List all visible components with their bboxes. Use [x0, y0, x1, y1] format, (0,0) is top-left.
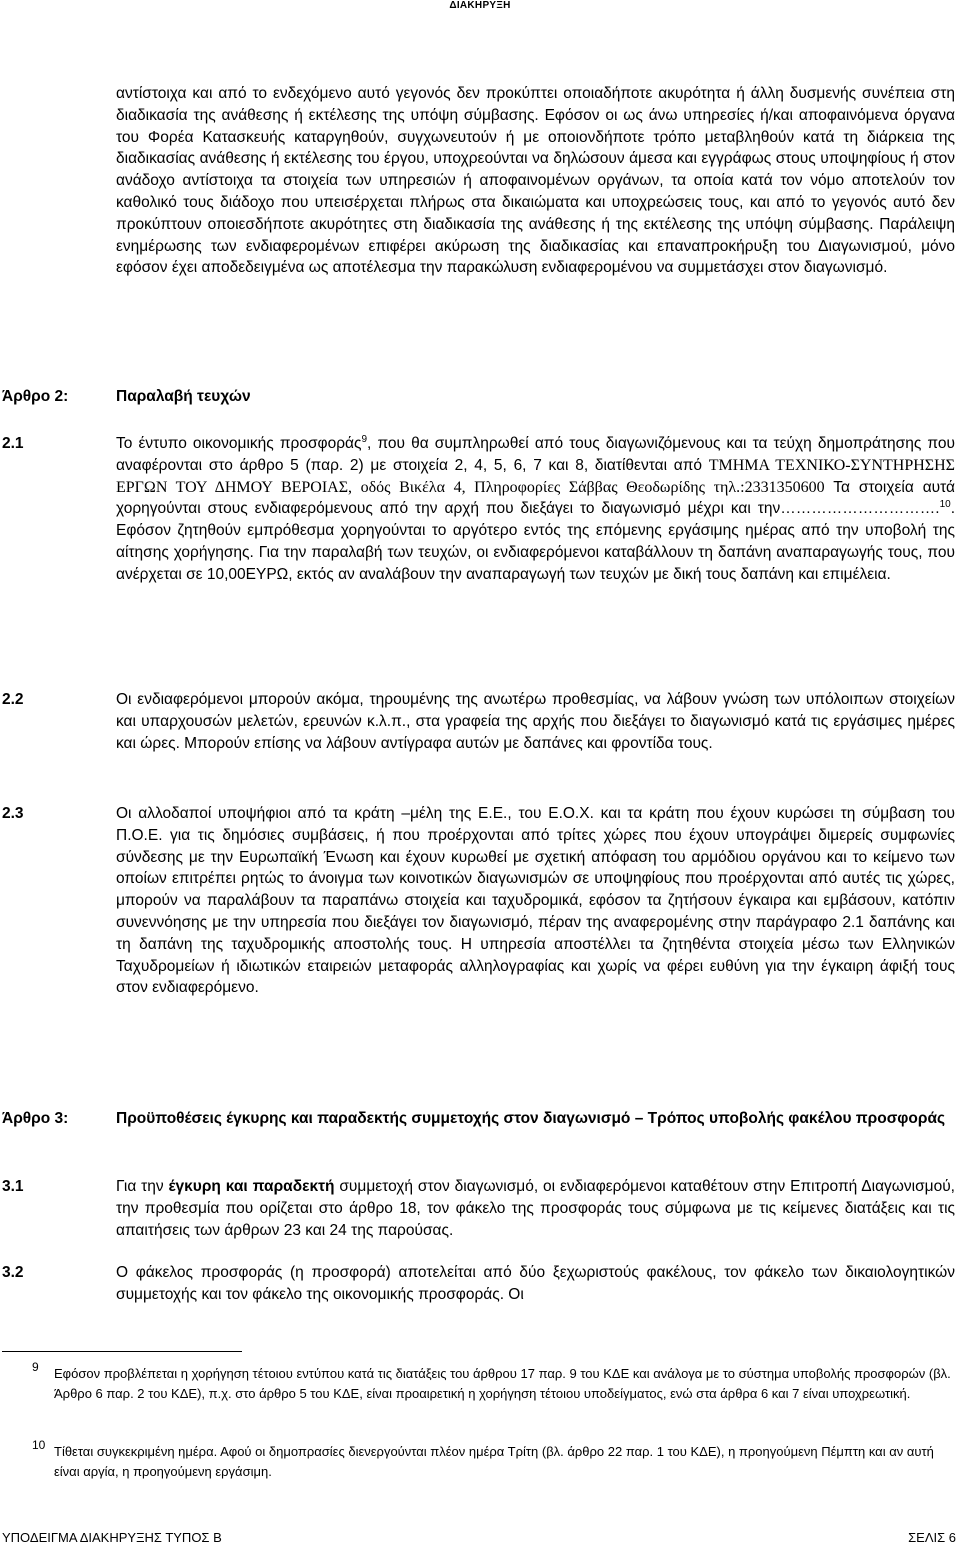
footnote-ref-9[interactable]: 9 — [361, 433, 368, 445]
footnote-ref-10[interactable]: 10 — [939, 499, 951, 511]
article-2-label: Άρθρο 2: — [2, 388, 69, 405]
section-number: 2.2 — [2, 691, 24, 708]
article-3-title: Προϋποθέσεις έγκυρης και παραδεκτής συμμετοχής στον διαγωνισμό – Τρόπος υποβολής φακέλου προσφοράς — [116, 1110, 946, 1127]
footnote-number: 10 — [32, 1438, 46, 1452]
footer-page-number: ΣΕΛΙΣ 6 — [908, 1530, 956, 1545]
article-3-label: Άρθρο 3: — [2, 1110, 69, 1127]
intro-paragraph: αντίστοιχα και από το ενδεχόμενο αυτό γεγονός δεν προκύπτει οποιαδήποτε ακυρότητα ή άλλη δυσμενής συνέπεια στη διαδικασία της ανάθεσης ή εκτέλεσης της υπόψη σύμβασης. Εφόσον οι ως άνω υπηρεσίες ή/και αποφαινόμενα όργανα του Φορέα Κατασκευής καταργηθούν, συγχωνευτούν ή με οποιονδήποτε τρόπο μεταβληθούν κατά τη διάρκεια της διαδικασίας ανάθεσης ή εκτέλεσης του έργου, υποχρεούνται να δηλώσουν άμεσα και εγγράφως στους υποψηφίους ή στον ανάδοχο αντίστοιχα τα στοιχεία των υπηρεσιών ή αποφαινομένων οργάνων, τα οποία κατά τον νόμο αποτελούν τον καθολικό τους διάδοχο που υπεισέρχεται πλήρως στα δικαιώματα και υποχρεώσεις τους, και από το γεγονός αυτό δεν προκύπτουν οποιεσδήποτε ακυρότητες στη διαδικασία της ανάθεσης ή της εκτέλεσης της υπόψη σύμβασης. Παράλειψη ενημέρωσης των ενδιαφερομένων επιφέρει ακύρωση της διαδικασίας και επαναπροκήρυξη του Διαγωνισμού, μόνο εφόσον έχει αποδεδειγμένα ως αποτέλεσμα την παρακώλυση ενδιαφερομένου να συμμετάσχει στον διαγωνισμό. — [116, 85, 955, 277]
footnote-separator — [2, 1351, 242, 1352]
section-number: 2.1 — [2, 435, 24, 452]
section-number: 3.2 — [2, 1264, 24, 1281]
section-3-1-text: Για την έγκυρη και παραδεκτή συμμετοχή στον διαγωνισμό, οι ενδιαφερόμενοι καταθέτουν στην Επιτροπή Διαγωνισμού, την προθεσμία που ορίζεται στο άρθρο 18, τον φάκελο της προσφοράς τους σύμφωνα με τις κείμενες διατάξεις και τις απαιτήσεις των άρθρων 23 και 24 της παρούσας. — [116, 1178, 955, 1239]
section-2-1-text: Το έντυπο οικονομικής προσφοράς$^9$, που θα συμπληρωθεί από τους διαγωνιζόμενους και τα τεύχη δημοπράτησης που αναφέρονται στο άρθρο 5 (παρ. 2) με στοιχεία 2, 4, 5, 6, 7 και 8, διατίθενται από ΤΜΗΜΑ ΤΕΧΝΙΚΟ-ΣΥΝΤΗΡΗΣΗΣ ΕΡΓΩΝ ΤΟΥ ΔΗΜΟΥ ΒΕΡΟΙΑΣ, οδός Βικέλα 4, Πληροφορίες Σάββας Θεοδωρίδης τηλ.:2331350600 Τα στοιχεία αυτά χορηγούνται στους ενδιαφερόμενους από την αρχή που διεξάγει το διαγωνισμό μέχρι και την………………………….$^{10}$. Εφόσον ζητηθούν εμπρόθεσμα χορηγούνται το αργότερο εντός της επόμενης εργάσιμης ημέρας από την υποβολή της αίτησης χορήγησης. Για την παραλαβή των τευχών, οι ενδιαφερόμενοι καταβάλλουν τη δαπάνη αναπαραγωγής τους, που ανέρχεται σε 10,00ΕΥΡΩ, εκτός αν αναλάβουν την αναπαραγωγή των τευχών με δική τους δαπάνη και επιμέλεια. — [116, 433, 956, 583]
page-header: ΔΙΑΚΗΡΥΞΗ — [449, 0, 511, 11]
article-2-title: Παραλαβή τευχών — [116, 388, 251, 405]
footer-document-title: ΥΠΟΔΕΙΓΜΑ ΔΙΑΚΗΡΥΞΗΣ ΤΥΠΟΣ Β — [2, 1530, 222, 1545]
section-number: 2.3 — [2, 805, 24, 822]
section-2-3-text: Οι αλλοδαποί υποψήφιοι από τα κράτη –μέλη της Ε.Ε., του Ε.Ο.Χ. και τα κράτη που έχουν κυρώσει τη σύμβαση του Π.Ο.Ε. για τις δημόσιες συμβάσεις, ή που προέρχονται από τρίτες χώρες που έχουν υπογράψει διμερείς συμφωνίες σύνδεσης με την Ευρωπαϊκή Ένωση και έχουν κυρωθεί με σχετική απόφαση του αρμόδιου οργάνου και το κείμενο των οποίων επιτρέπει ρητώς το άνοιγμα των κοινοτικών διαγωνισμών σε υποψηφίους που προέρχονται από αυτές τις χώρες, μπορούν να παραλάβουν τα παραπάνω στοιχεία και ταχυδρομικά, εφόσον τα ζητήσουν έγκαιρα και εμβάσουν, κατόπιν συνεννόησης με την υπηρεσία που διεξάγει τον διαγωνισμό, πέραν της αναφερομένης στην παράγραφο 2.1 δαπάνης και τη δαπάνη της ταχυδρομικής αποστολής τους. Η υπηρεσία αποστέλλει τα ζητηθέντα στοιχεία μέσω των Ελληνικών Ταχυδρομείων ή ιδιωτικών εταιρειών μεταφοράς αλληλογραφίας και χωρίς να φέρει ευθύνη για την έγκαιρη άφιξή τους στον ενδιαφερόμενο. — [116, 805, 955, 997]
section-3-2-text: Ο φάκελος προσφοράς (η προσφορά) αποτελείται από δύο ξεχωριστούς φακέλους, τον φάκελο των δικαιολογητικών συμμετοχής και τον φάκελο της οικονομικής προσφοράς. Οι — [116, 1264, 955, 1303]
section-number: 3.1 — [2, 1178, 24, 1195]
footnote-10: Τίθεται συγκεκριμένη ημέρα. Αφού οι δημοπρασίες διενεργούνται πλέον ημέρα Τρίτη (βλ. άρθρο 22 παρ. 1 του ΚΔΕ), η προηγούμενη Πέμπτη και αν αυτή είναι αργία, η προηγούμενη εργάσιμη. — [54, 1444, 934, 1479]
section-2-2-text: Οι ενδιαφερόμενοι μπορούν ακόμα, τηρουμένης της ανωτέρω προθεσμίας, να λάβουν γνώση των υπόλοιπων στοιχείων και υπαρχουσών μελετών, ερευνών κ.λ.π., στα γραφεία της αρχής που διεξάγει το διαγωνισμό κατά τις εργάσιμες ημέρες και ώρες. Μπορούν επίσης να λάβουν αντίγραφα αυτών με δαπάνες και φροντίδα τους. — [116, 691, 955, 752]
footnote-9: Εφόσον προβλέπεται η χορήγηση τέτοιου εντύπου κατά τις διατάξεις του άρθρου 17 παρ. 9 του ΚΔΕ και ανάλογα με το σύστημα υποβολής προσφορών (βλ. Άρθρο 6 παρ. 2 του ΚΔΕ), π.χ. στο άρθρο 5 του ΚΔΕ, είναι προαιρετική η χορήγηση τέτοιου υποδείγματος, ενώ στα άρθρα 6 και 7 είναι υποχρεωτική. — [54, 1366, 951, 1401]
footnote-number: 9 — [32, 1360, 39, 1374]
